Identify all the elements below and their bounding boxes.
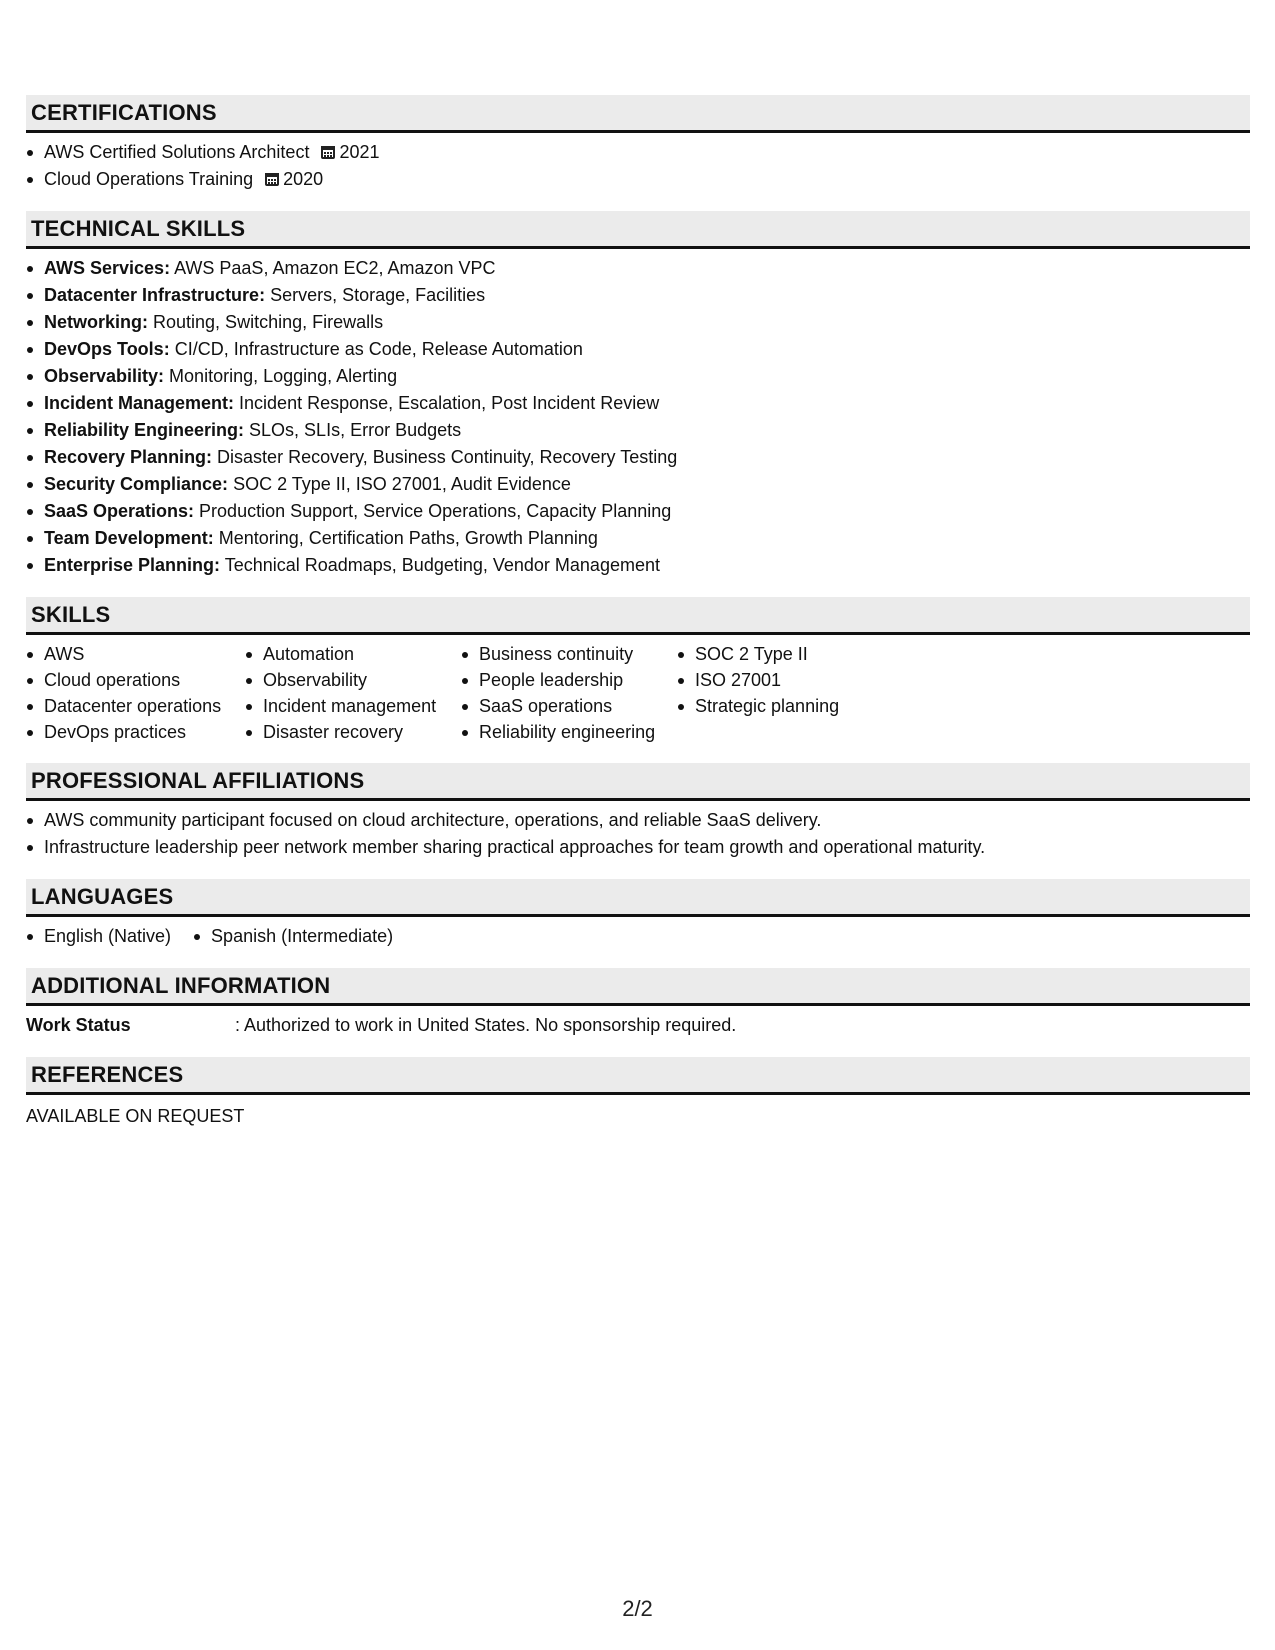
list-item	[26, 255, 1250, 282]
references-heading: REFERENCES	[26, 1057, 1250, 1095]
skill-values: AWS PaaS, Amazon EC2, Amazon VPC	[170, 258, 496, 278]
list-item: English (Native)	[26, 923, 171, 950]
certification-year: 2020	[283, 169, 324, 189]
affiliations-list	[26, 801, 1250, 861]
languages-heading: LANGUAGES	[26, 879, 1250, 917]
skill-values: Monitoring, Logging, Alerting	[164, 366, 398, 386]
skill-category: Recovery Planning:	[44, 447, 213, 467]
skill-values: Production Support, Service Operations, Capacity Planning	[194, 501, 672, 521]
skills-column	[245, 641, 461, 745]
list-item	[26, 471, 1250, 498]
skill-values: SOC 2 Type II, ISO 27001, Audit Evidence	[228, 474, 571, 494]
list-item: AWS	[26, 641, 245, 667]
skill-values: SLOs, SLIs, Error Budgets	[244, 420, 462, 440]
affiliations-section	[26, 763, 1250, 861]
certification-name: Cloud Operations Training	[44, 169, 254, 189]
list-item: Datacenter operations	[26, 693, 245, 719]
list-item: Reliability engineering	[461, 719, 677, 745]
certification-year: 2021	[339, 142, 380, 162]
list-item	[26, 139, 1250, 166]
technical-skills-list	[26, 249, 1250, 579]
list-item: Disaster recovery	[245, 719, 461, 745]
skill-category: Enterprise Planning:	[44, 555, 221, 575]
skill-values: CI/CD, Infrastructure as Code, Release Automation	[169, 339, 583, 359]
skill-values: Technical Roadmaps, Budgeting, Vendor Management	[220, 555, 660, 575]
list-item: DevOps practices	[26, 719, 245, 745]
list-item	[26, 552, 1250, 579]
work-status-value: : Authorized to work in United States. No sponsorship required.	[235, 1015, 737, 1035]
additional-info-heading: ADDITIONAL INFORMATION	[26, 968, 1250, 1006]
list-item: ISO 27001	[677, 667, 897, 693]
languages-section	[26, 879, 1250, 950]
skills-column	[461, 641, 677, 745]
skill-category: Networking:	[44, 312, 149, 332]
list-item	[26, 166, 1250, 193]
skills-column	[677, 641, 897, 745]
page-number: 2/2	[622, 1596, 653, 1621]
references-section	[26, 1057, 1250, 1130]
skills-grid	[26, 635, 1250, 745]
skills-column	[26, 641, 245, 745]
skill-category: DevOps Tools:	[44, 339, 170, 359]
list-item: Automation	[245, 641, 461, 667]
resume-page	[26, 95, 1250, 1148]
skill-values: Mentoring, Certification Paths, Growth Planning	[213, 528, 598, 548]
work-status-row	[26, 1006, 1250, 1039]
list-item: SOC 2 Type II	[677, 641, 897, 667]
certifications-heading: CERTIFICATIONS	[26, 95, 1250, 133]
list-item	[26, 390, 1250, 417]
skill-category: Datacenter Infrastructure:	[44, 285, 266, 305]
additional-info-section	[26, 968, 1250, 1039]
list-item: Strategic planning	[677, 693, 897, 719]
certifications-section	[26, 95, 1250, 193]
work-status-label: Work Status	[26, 1015, 131, 1035]
skill-values: Routing, Switching, Firewalls	[148, 312, 384, 332]
list-item	[26, 282, 1250, 309]
list-item	[26, 498, 1250, 525]
skill-category: SaaS Operations:	[44, 501, 195, 521]
list-item: Spanish (Intermediate)	[193, 923, 393, 950]
list-item	[26, 525, 1250, 552]
list-item: SaaS operations	[461, 693, 677, 719]
skill-category: Observability:	[44, 366, 165, 386]
list-item: People leadership	[461, 667, 677, 693]
list-item	[26, 417, 1250, 444]
list-item: AWS community participant focused on cloud architecture, operations, and reliable SaaS delivery.	[26, 807, 1250, 834]
skill-category: AWS Services:	[44, 258, 171, 278]
languages-list	[26, 917, 1250, 950]
references-text: AVAILABLE ON REQUEST	[26, 1106, 245, 1126]
skill-category: Incident Management:	[44, 393, 235, 413]
list-item: Infrastructure leadership peer network member sharing practical approaches for team growth and operational maturity.	[26, 834, 1250, 861]
list-item	[26, 309, 1250, 336]
list-item	[26, 444, 1250, 471]
list-item: Observability	[245, 667, 461, 693]
technical-skills-section	[26, 211, 1250, 579]
skill-values: Incident Response, Escalation, Post Incident Review	[234, 393, 660, 413]
list-item: Cloud operations	[26, 667, 245, 693]
calendar-icon	[321, 146, 335, 159]
skill-category: Reliability Engineering:	[44, 420, 245, 440]
skill-values: Disaster Recovery, Business Continuity, Recovery Testing	[212, 447, 678, 467]
list-item	[26, 363, 1250, 390]
certification-name: AWS Certified Solutions Architect	[44, 142, 310, 162]
certifications-list	[26, 133, 1250, 193]
list-item: Business continuity	[461, 641, 677, 667]
skill-category: Security Compliance:	[44, 474, 229, 494]
list-item	[26, 336, 1250, 363]
list-item: Incident management	[245, 693, 461, 719]
calendar-icon	[265, 173, 279, 186]
skills-heading: SKILLS	[26, 597, 1250, 635]
skill-values: Servers, Storage, Facilities	[265, 285, 486, 305]
skill-category: Team Development:	[44, 528, 214, 548]
skills-section	[26, 597, 1250, 745]
affiliations-heading: PROFESSIONAL AFFILIATIONS	[26, 763, 1250, 801]
technical-skills-heading: TECHNICAL SKILLS	[26, 211, 1250, 249]
